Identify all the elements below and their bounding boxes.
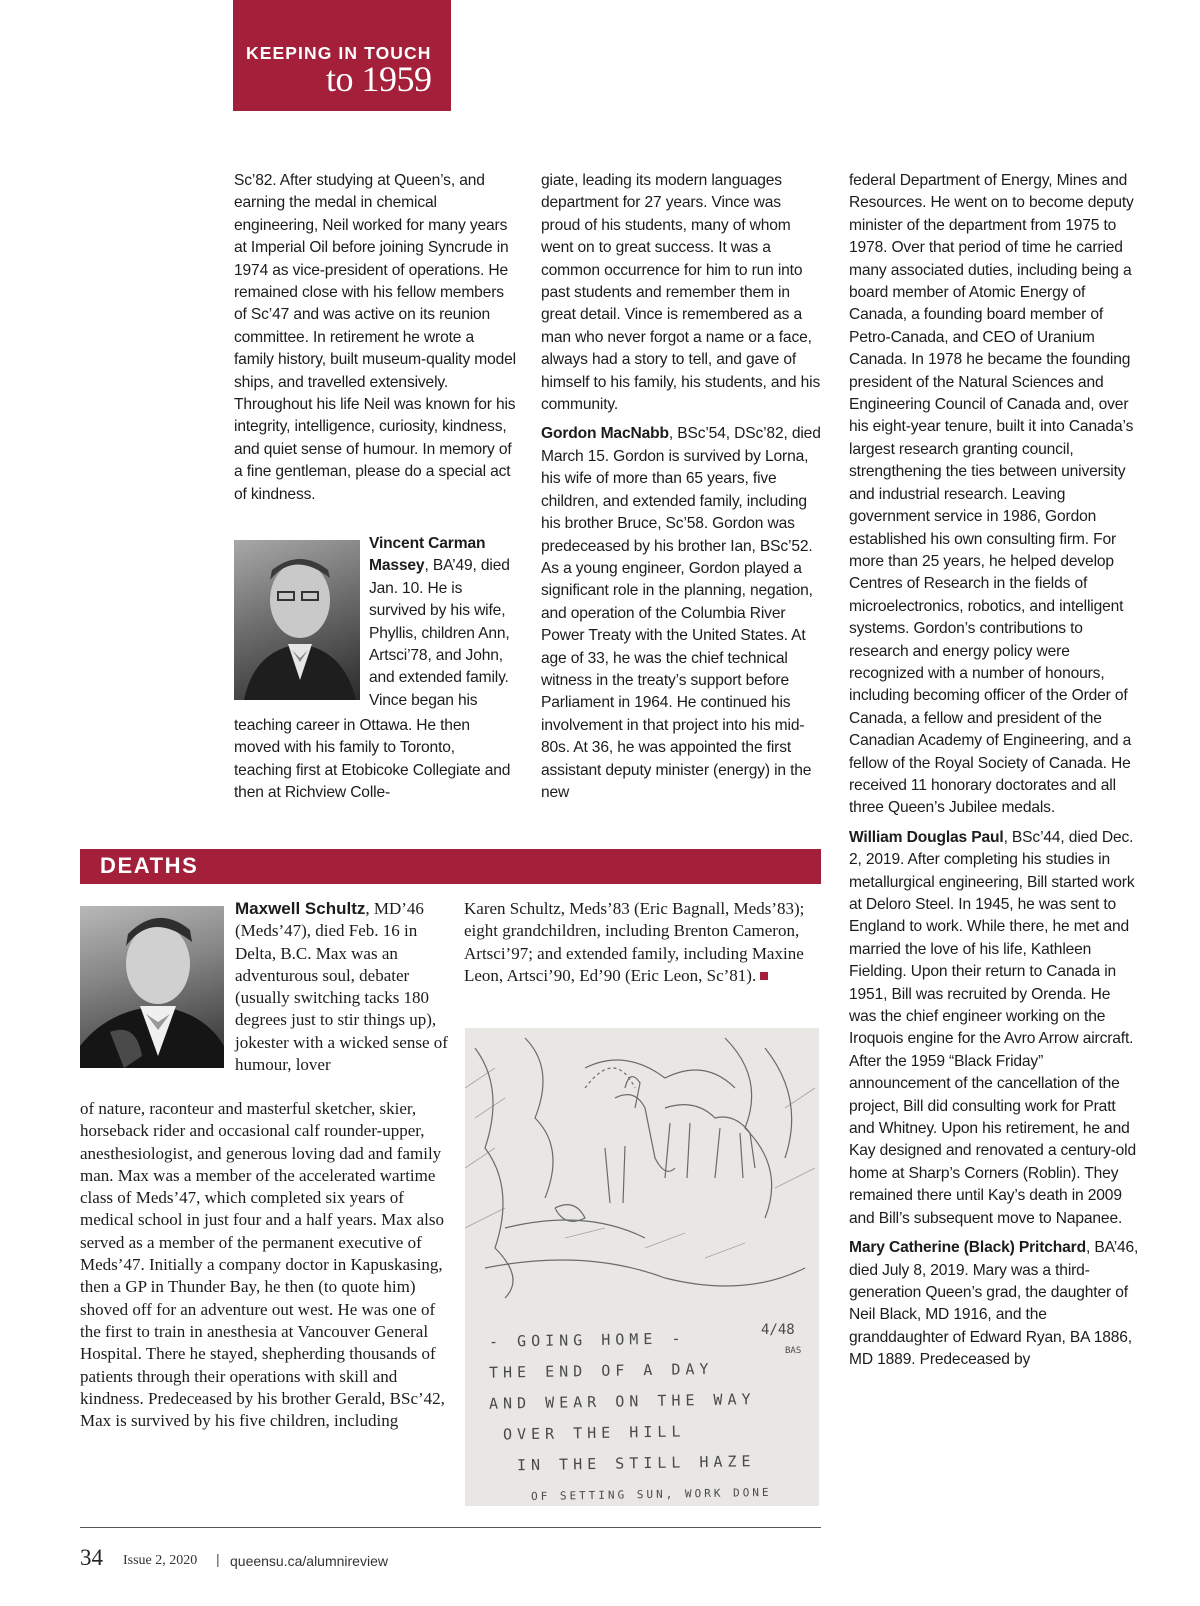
column-three — [849, 170, 1139, 1372]
sketch-date: 4/48 — [761, 1322, 795, 1338]
mary-name: Mary Catherine (Black) Pritchard — [849, 1239, 1086, 1257]
deaths-section-title: DEATHS — [100, 853, 199, 878]
william-obituary — [849, 827, 1139, 1230]
footer-separator: | — [216, 1551, 220, 1567]
sketch-caption-line: IN THE STILL HAZE — [516, 1452, 756, 1475]
maxwell-obituary-end — [464, 898, 821, 987]
sketch-caption — [489, 1324, 809, 1506]
mary-text: , BA’46, died July 8, 2019. Mary was a third-generation Queen’s grad, the daughter of Neil Black, MD 1916, and the granddaughter of Edward Ryan, BA 1886, MD 1889. Predeceased by — [849, 1239, 1139, 1369]
vincent-obituary-end: giate, leading its modern languages department for 27 years. Vince was proud of his students, many of whom went on to great success. It was a common occurrence for him to run into past students and remember them in great detail. Vince is remembered as a man who never forgot a name or a face, always had a story to tell, and gave of himself to his family, his students, and his community. — [541, 172, 821, 414]
maxwell-schultz-photo — [80, 906, 224, 1068]
vincent-intro-text: , BA’49, died Jan. 10. He is survived by his wife, Phyllis, children Ann, Artsci’78, and John, and extended family. Vince began his — [369, 557, 510, 709]
gordon-obituary — [541, 423, 823, 804]
william-text: , BSc’44, died Dec. 2, 2019. After completing his studies in metallurgical engineering, Bill started work at Deloro Steel. In 1945, he was sent to England to work. While there, he met and married the love of his life, Kathleen Fielding. Upon their return to Canada in 1951, Bill was recruited by Orenda. He was the chief engineer working on the Iroquois engine for the Avro Arrow aircraft. After the 1959 “Black Friday” announcement of the cancellation of the project, Bill did consulting work for Pratt and Whitney. Upon his retirement, he and Kay designed and renovated a century-old home at Sharp’s Corners (Roblin). They remained there until Kay’s death in 2009 and Bill’s subsequent move to Napanee. — [849, 828, 1137, 1227]
sketch-caption-line: OVER THE HILL — [502, 1422, 686, 1444]
vincent-obituary-continued: teaching career in Ottawa. He then moved with his family to Toronto, teaching first at Etobicoke Collegiate and then at Richview Colle- — [234, 717, 511, 802]
sketch-initials: BAS — [785, 1346, 802, 1356]
site-url[interactable]: queensu.ca/alumnireview — [230, 1553, 388, 1569]
header-year: to 1959 — [326, 59, 432, 99]
neil-obituary-end: Sc’82. After studying at Queen’s, and earning the medal in chemical engineering, Neil worked for many years at Imperial Oil before joining Syncrude in 1974 as vice-president of operations. He remained close with his fellow members of Sc’47 and was active on its reunion committee. In retirement he wrote a family history, built museum-quality model ships, and travelled extensively. Throughout his life Neil was known for his integrity, intelligence, curiosity, kindness, and quiet sense of humour. In memory of a fine gentleman, please do a special act of kindness. — [234, 172, 516, 503]
william-name: William Douglas Paul — [849, 828, 1004, 846]
header-kicker: KEEPING IN TOUCH — [246, 43, 432, 63]
page-number: 34 — [80, 1545, 103, 1570]
sketch-caption-line: OF SETTING SUN, WORK DONE — [530, 1485, 772, 1504]
issue-label: Issue 2, 2020 — [123, 1553, 198, 1568]
mary-obituary — [849, 1237, 1139, 1371]
sketch-caption-line: - GOING HOME - — [488, 1329, 686, 1351]
deaths-section-bar — [80, 849, 821, 884]
maxwell-name: Maxwell Schultz — [235, 899, 366, 918]
vincent-name: Vincent Carman Massey — [369, 535, 486, 575]
sketch-caption-line: AND WEAR ON THE WAY — [488, 1390, 756, 1413]
section-header-block — [233, 0, 451, 111]
maxwell-obituary-intro — [235, 898, 450, 1076]
vincent-obituary-intro — [369, 533, 521, 712]
maxwell-intro-text: , MD’46 (Meds’47), died Feb. 16 in Delta, B.C. Max was an adventurous soul, debater (usually switching tacks 180 degrees just to stir things up), jokester with a wicked sense of humour, lover — [235, 899, 448, 1075]
column-two — [541, 170, 823, 804]
vincent-massey-photo — [234, 540, 360, 700]
gordon-name: Gordon MacNabb — [541, 425, 669, 443]
gordon-obituary-end: federal Department of Energy, Mines and Resources. He went on to become deputy minister of the department from 1975 to 1978. Over that period of time he carried many associated duties, including being a board member of Atomic Energy of Canada, a founding board member of Petro-Canada, and CEO of Uranium Canada. In 1978 he became the founding president of the Natural Sciences and Engineering Council of Canada and, over his eight-year tenure, built it into Canada’s largest research granting council, strengthening the ties between university and industrial research. Leaving government service in 1986, Gordon established his own consulting firm. For more than 25 years, he helped develop Centres of Research in the fields of microelectronics, robotics, and intelligent systems. Gordon’s contributions to research and energy policy were recognized with a number of honours, including becoming officer of the Order of Canada, a fellow and president of the Canadian Academy of Engineering, and a fellow of the Royal Society of Canada. He received 11 honorary doctorates and all three Queen’s Jubilee medals. — [849, 172, 1134, 817]
sketch-caption-line: THE END OF A DAY — [488, 1359, 714, 1382]
maxwell-obituary-continued: of nature, raconteur and masterful sketcher, skier, horseback rider and occasional calf rounder-upper, anesthesiologist, and generous loving dad and family man. Max was a member of the accelerated wartime class of Meds’47, which completed six years of medical school in just four and a half years. Max also served as a member of the permanent executive of Meds’47. Initially a company doctor in Kapuskasing, then a GP in Thunder Bay, he then (to quote him) shoved off for an adventure out west. He was one of the first to train in anesthesia at Vancouver General Hospital. There he stayed, shepherding thousands of patients through their operations with skill and kindness. Predeceased by his brother Gerald, BSc’42, Max is survived by his five children, including — [80, 1099, 445, 1431]
horse-sketch-image — [465, 1028, 819, 1506]
maxwell-survivors-text: Karen Schultz, Meds’83 (Eric Bagnall, Meds’83); eight grandchildren, including Brenton Cameron, Artsci’97; and extended family, including Maxine Leon, Artsci’90, Ed’90 (Eric Leon, Sc’81). — [464, 899, 805, 985]
gordon-text: , BSc’54, DSc’82, died March 15. Gordon is survived by Lorna, his wife of more than 65 years, five children, and extended family, including his brother Bruce, Sc’58. Gordon was predeceased by his brother Ian, BSc’52. As a young engineer, Gordon played a significant role in the planning, negation, and operation of the Columbia River Power Treaty with the United States. At age of 33, he was the chief technical witness in the treaty’s support before Parliament in 1964. He continued his involvement in that project into his mid-80s. At 36, he was appointed the first assistant deputy minister (energy) in the new — [541, 425, 821, 801]
footer-rule — [80, 1527, 821, 1528]
end-of-article-mark — [760, 972, 768, 980]
